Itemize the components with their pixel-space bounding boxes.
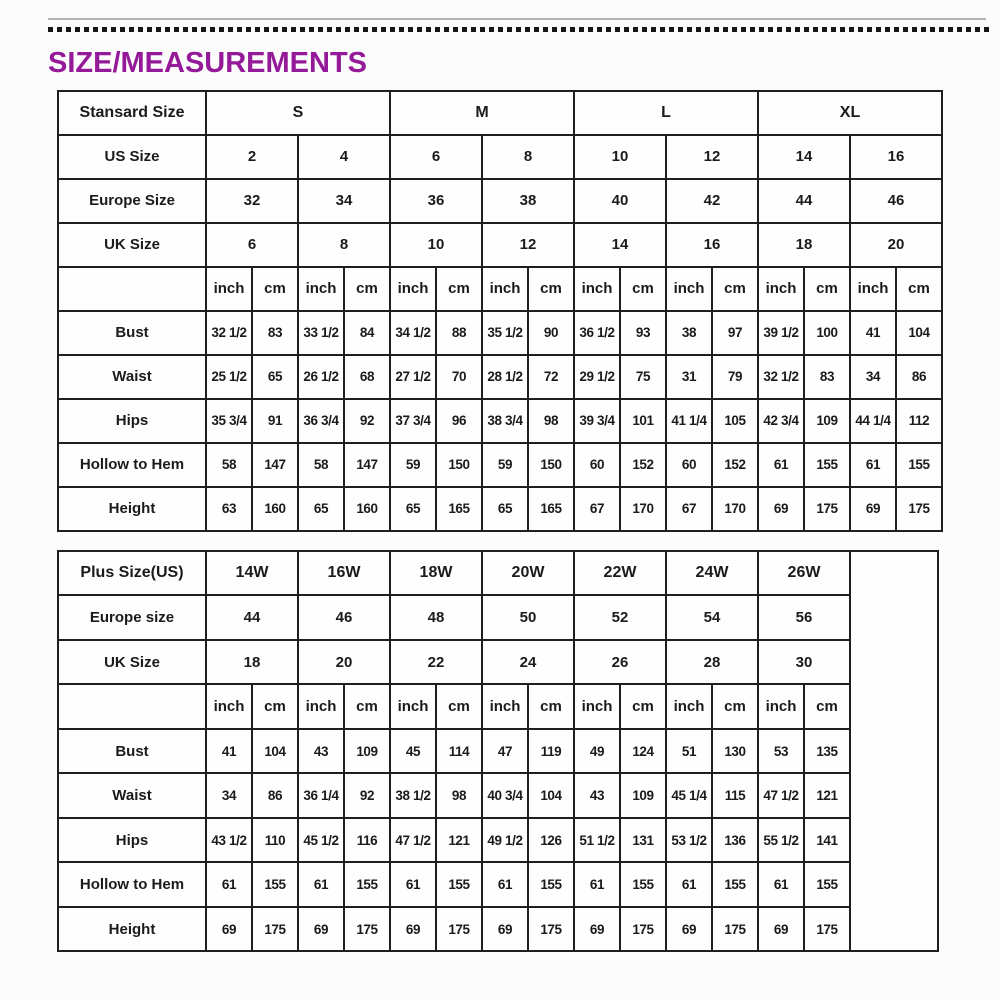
- measurement-value-cell: 31: [666, 355, 712, 399]
- size-group-cell: 24W: [666, 551, 758, 596]
- measurement-value-cell: 104: [252, 729, 298, 774]
- measurement-value-cell: 51: [666, 729, 712, 774]
- measurement-value-cell: 121: [804, 773, 850, 818]
- measurement-value-cell: 155: [528, 862, 574, 907]
- unit-cell: inch: [758, 267, 804, 311]
- measurement-value-cell: 92: [344, 773, 390, 818]
- measurement-value-cell: 83: [804, 355, 850, 399]
- measurement-value-cell: 61: [298, 862, 344, 907]
- measurement-value-cell: 55 1/2: [758, 818, 804, 863]
- measurement-value-cell: 61: [758, 862, 804, 907]
- table-header-row: [58, 91, 942, 135]
- size-value-cell: 8: [298, 223, 390, 267]
- size-value-cell: 50: [482, 595, 574, 640]
- measurement-value-cell: 109: [344, 729, 390, 774]
- size-group-cell: M: [390, 91, 574, 135]
- measurement-value-cell: 44 1/4: [850, 399, 896, 443]
- measurement-value-cell: 72: [528, 355, 574, 399]
- measurement-value-cell: 43: [574, 773, 620, 818]
- measurement-value-cell: 155: [804, 862, 850, 907]
- measurement-value-cell: 34 1/2: [390, 311, 436, 355]
- size-value-cell: 12: [482, 223, 574, 267]
- measurement-value-cell: 105: [712, 399, 758, 443]
- measurement-value-cell: 61: [390, 862, 436, 907]
- measurement-row: [58, 311, 942, 355]
- size-value-cell: 30: [758, 640, 850, 685]
- measurement-value-cell: 150: [436, 443, 482, 487]
- row-label-cell: Hips: [58, 818, 206, 863]
- size-group-cell: 14W: [206, 551, 298, 596]
- measurement-value-cell: 36 1/4: [298, 773, 344, 818]
- measurement-value-cell: 126: [528, 818, 574, 863]
- measurement-value-cell: 124: [620, 729, 666, 774]
- measurement-value-cell: 160: [344, 487, 390, 531]
- size-value-cell: 6: [390, 135, 482, 179]
- row-label-cell: Europe Size: [58, 179, 206, 223]
- unit-header-row: [58, 684, 938, 729]
- measurement-row: [58, 818, 938, 863]
- measurement-value-cell: 25 1/2: [206, 355, 252, 399]
- measurement-value-cell: 165: [436, 487, 482, 531]
- measurement-value-cell: 45 1/4: [666, 773, 712, 818]
- measurement-value-cell: 58: [206, 443, 252, 487]
- measurement-value-cell: 136: [712, 818, 758, 863]
- standard-size-table: [57, 90, 943, 532]
- measurement-value-cell: 155: [896, 443, 942, 487]
- size-value-cell: 16: [850, 135, 942, 179]
- measurement-value-cell: 49: [574, 729, 620, 774]
- measurement-value-cell: 59: [390, 443, 436, 487]
- measurement-value-cell: 65: [482, 487, 528, 531]
- unit-cell: cm: [528, 267, 574, 311]
- table-header-row: [58, 551, 938, 596]
- size-value-cell: 42: [666, 179, 758, 223]
- measurement-value-cell: 51 1/2: [574, 818, 620, 863]
- measurement-value-cell: 147: [252, 443, 298, 487]
- size-row: [58, 135, 942, 179]
- measurement-value-cell: 61: [850, 443, 896, 487]
- size-group-cell: XL: [758, 91, 942, 135]
- measurement-value-cell: 61: [206, 862, 252, 907]
- unit-cell: cm: [712, 267, 758, 311]
- measurement-value-cell: 69: [390, 907, 436, 952]
- measurement-value-cell: 60: [574, 443, 620, 487]
- measurement-value-cell: 41: [206, 729, 252, 774]
- measurement-value-cell: 69: [758, 487, 804, 531]
- row-label-cell: Europe size: [58, 595, 206, 640]
- measurement-value-cell: 59: [482, 443, 528, 487]
- measurement-value-cell: 175: [896, 487, 942, 531]
- unit-cell: cm: [344, 267, 390, 311]
- measurement-value-cell: 53: [758, 729, 804, 774]
- measurement-value-cell: 69: [666, 907, 712, 952]
- size-value-cell: 10: [390, 223, 482, 267]
- measurement-value-cell: 36 3/4: [298, 399, 344, 443]
- measurement-value-cell: 53 1/2: [666, 818, 712, 863]
- measurement-value-cell: 97: [712, 311, 758, 355]
- measurement-value-cell: 175: [252, 907, 298, 952]
- size-value-cell: 24: [482, 640, 574, 685]
- measurement-value-cell: 170: [620, 487, 666, 531]
- size-value-cell: 14: [758, 135, 850, 179]
- size-value-cell: 2: [206, 135, 298, 179]
- measurement-value-cell: 63: [206, 487, 252, 531]
- measurement-value-cell: 135: [804, 729, 850, 774]
- measurement-value-cell: 33 1/2: [298, 311, 344, 355]
- row-label-cell: Height: [58, 487, 206, 531]
- measurement-row: [58, 399, 942, 443]
- measurement-value-cell: 32 1/2: [206, 311, 252, 355]
- size-row: [58, 179, 942, 223]
- measurement-value-cell: 98: [528, 399, 574, 443]
- measurement-value-cell: 41 1/4: [666, 399, 712, 443]
- measurement-value-cell: 68: [344, 355, 390, 399]
- measurement-value-cell: 116: [344, 818, 390, 863]
- measurement-value-cell: 152: [712, 443, 758, 487]
- measurement-value-cell: 155: [344, 862, 390, 907]
- row-label-cell: UK Size: [58, 640, 206, 685]
- measurement-value-cell: 58: [298, 443, 344, 487]
- unit-cell: inch: [666, 684, 712, 729]
- measurement-row: [58, 862, 938, 907]
- measurement-value-cell: 175: [804, 907, 850, 952]
- unit-header-row: [58, 267, 942, 311]
- measurement-value-cell: 69: [482, 907, 528, 952]
- measurement-value-cell: 43: [298, 729, 344, 774]
- measurement-value-cell: 34: [850, 355, 896, 399]
- size-value-cell: 6: [206, 223, 298, 267]
- measurement-value-cell: 26 1/2: [298, 355, 344, 399]
- size-value-cell: 4: [298, 135, 390, 179]
- unit-cell: cm: [252, 267, 298, 311]
- unit-cell: cm: [436, 684, 482, 729]
- measurement-row: [58, 907, 938, 952]
- unit-cell: cm: [344, 684, 390, 729]
- unit-cell: cm: [804, 684, 850, 729]
- measurement-value-cell: 36 1/2: [574, 311, 620, 355]
- dotted-divider: [48, 27, 990, 32]
- measurement-value-cell: 79: [712, 355, 758, 399]
- measurement-value-cell: 65: [252, 355, 298, 399]
- size-value-cell: 26: [574, 640, 666, 685]
- measurement-value-cell: 91: [252, 399, 298, 443]
- measurement-value-cell: 119: [528, 729, 574, 774]
- measurement-value-cell: 155: [804, 443, 850, 487]
- size-row: [58, 223, 942, 267]
- size-value-cell: 38: [482, 179, 574, 223]
- unit-cell: cm: [528, 684, 574, 729]
- size-group-cell: L: [574, 91, 758, 135]
- unit-cell: inch: [482, 684, 528, 729]
- measurement-value-cell: 43 1/2: [206, 818, 252, 863]
- measurement-value-cell: 65: [390, 487, 436, 531]
- corner-label-cell: Stansard Size: [58, 91, 206, 135]
- unit-cell: inch: [666, 267, 712, 311]
- measurement-value-cell: 37 3/4: [390, 399, 436, 443]
- measurement-value-cell: 40 3/4: [482, 773, 528, 818]
- corner-label-cell: Plus Size(US): [58, 551, 206, 596]
- size-value-cell: 16: [666, 223, 758, 267]
- unit-cell: inch: [298, 684, 344, 729]
- measurement-value-cell: 28 1/2: [482, 355, 528, 399]
- measurement-value-cell: 86: [252, 773, 298, 818]
- size-group-cell: 26W: [758, 551, 850, 596]
- measurement-value-cell: 39 1/2: [758, 311, 804, 355]
- measurement-value-cell: 47: [482, 729, 528, 774]
- measurement-value-cell: 152: [620, 443, 666, 487]
- unit-cell: inch: [482, 267, 528, 311]
- size-value-cell: 44: [206, 595, 298, 640]
- size-value-cell: 20: [850, 223, 942, 267]
- size-value-cell: 8: [482, 135, 574, 179]
- measurement-value-cell: 69: [850, 487, 896, 531]
- measurement-value-cell: 175: [344, 907, 390, 952]
- measurement-value-cell: 42 3/4: [758, 399, 804, 443]
- measurement-value-cell: 47 1/2: [758, 773, 804, 818]
- measurement-value-cell: 38: [666, 311, 712, 355]
- size-value-cell: 32: [206, 179, 298, 223]
- measurement-value-cell: 131: [620, 818, 666, 863]
- measurement-value-cell: 70: [436, 355, 482, 399]
- measurement-value-cell: 75: [620, 355, 666, 399]
- size-value-cell: 34: [298, 179, 390, 223]
- measurement-value-cell: 96: [436, 399, 482, 443]
- unit-cell: inch: [298, 267, 344, 311]
- measurement-value-cell: 49 1/2: [482, 818, 528, 863]
- measurement-value-cell: 114: [436, 729, 482, 774]
- measurement-value-cell: 175: [436, 907, 482, 952]
- empty-column-cell: [850, 551, 938, 952]
- measurement-value-cell: 93: [620, 311, 666, 355]
- measurement-value-cell: 41: [850, 311, 896, 355]
- row-label-cell: US Size: [58, 135, 206, 179]
- size-value-cell: 46: [298, 595, 390, 640]
- measurement-value-cell: 67: [574, 487, 620, 531]
- measurement-value-cell: 61: [666, 862, 712, 907]
- measurement-value-cell: 45: [390, 729, 436, 774]
- unit-cell: inch: [850, 267, 896, 311]
- size-value-cell: 18: [206, 640, 298, 685]
- measurement-value-cell: 86: [896, 355, 942, 399]
- unit-cell: cm: [252, 684, 298, 729]
- unit-cell: inch: [574, 684, 620, 729]
- measurement-value-cell: 165: [528, 487, 574, 531]
- row-label-cell: Waist: [58, 773, 206, 818]
- measurement-value-cell: 100: [804, 311, 850, 355]
- size-value-cell: 46: [850, 179, 942, 223]
- measurement-value-cell: 88: [436, 311, 482, 355]
- measurement-row: [58, 773, 938, 818]
- size-value-cell: 20: [298, 640, 390, 685]
- measurement-value-cell: 39 3/4: [574, 399, 620, 443]
- row-label-cell: Waist: [58, 355, 206, 399]
- size-value-cell: 36: [390, 179, 482, 223]
- measurement-value-cell: 101: [620, 399, 666, 443]
- unit-cell: inch: [206, 267, 252, 311]
- size-value-cell: 10: [574, 135, 666, 179]
- measurement-value-cell: 175: [528, 907, 574, 952]
- size-row: [58, 640, 938, 685]
- unit-cell: inch: [390, 267, 436, 311]
- measurement-value-cell: 155: [620, 862, 666, 907]
- unit-cell: cm: [620, 267, 666, 311]
- measurement-value-cell: 69: [758, 907, 804, 952]
- measurement-value-cell: 147: [344, 443, 390, 487]
- row-label-cell: UK Size: [58, 223, 206, 267]
- measurement-value-cell: 67: [666, 487, 712, 531]
- measurement-value-cell: 38 3/4: [482, 399, 528, 443]
- size-group-cell: S: [206, 91, 390, 135]
- measurement-value-cell: 84: [344, 311, 390, 355]
- size-row: [58, 595, 938, 640]
- measurement-value-cell: 69: [574, 907, 620, 952]
- size-group-cell: 18W: [390, 551, 482, 596]
- unit-cell: inch: [390, 684, 436, 729]
- plus-size-table: [57, 550, 939, 953]
- measurement-value-cell: 104: [896, 311, 942, 355]
- size-value-cell: 48: [390, 595, 482, 640]
- measurement-value-cell: 38 1/2: [390, 773, 436, 818]
- measurement-value-cell: 61: [482, 862, 528, 907]
- measurement-value-cell: 121: [436, 818, 482, 863]
- unit-cell: inch: [206, 684, 252, 729]
- unit-cell: cm: [620, 684, 666, 729]
- unit-cell: cm: [896, 267, 942, 311]
- measurement-value-cell: 35 1/2: [482, 311, 528, 355]
- size-value-cell: 18: [758, 223, 850, 267]
- size-group-cell: 20W: [482, 551, 574, 596]
- measurement-value-cell: 109: [620, 773, 666, 818]
- measurement-value-cell: 34: [206, 773, 252, 818]
- size-value-cell: 40: [574, 179, 666, 223]
- measurement-value-cell: 47 1/2: [390, 818, 436, 863]
- size-value-cell: 22: [390, 640, 482, 685]
- size-value-cell: 12: [666, 135, 758, 179]
- measurement-value-cell: 175: [712, 907, 758, 952]
- measurement-value-cell: 32 1/2: [758, 355, 804, 399]
- measurement-value-cell: 170: [712, 487, 758, 531]
- unit-cell: cm: [436, 267, 482, 311]
- row-label-cell: Hollow to Hem: [58, 862, 206, 907]
- size-value-cell: 14: [574, 223, 666, 267]
- measurement-value-cell: 60: [666, 443, 712, 487]
- measurement-value-cell: 109: [804, 399, 850, 443]
- measurement-value-cell: 27 1/2: [390, 355, 436, 399]
- measurement-value-cell: 155: [712, 862, 758, 907]
- measurement-value-cell: 150: [528, 443, 574, 487]
- row-label-cell: Bust: [58, 311, 206, 355]
- measurement-value-cell: 92: [344, 399, 390, 443]
- unit-cell: cm: [712, 684, 758, 729]
- measurement-value-cell: 65: [298, 487, 344, 531]
- measurement-value-cell: 69: [206, 907, 252, 952]
- measurement-value-cell: 175: [804, 487, 850, 531]
- measurement-row: [58, 729, 938, 774]
- measurement-value-cell: 69: [298, 907, 344, 952]
- measurement-value-cell: 110: [252, 818, 298, 863]
- top-gray-divider: [48, 18, 986, 20]
- unit-cell: inch: [758, 684, 804, 729]
- measurement-value-cell: 130: [712, 729, 758, 774]
- row-label-cell: Hollow to Hem: [58, 443, 206, 487]
- measurement-value-cell: 83: [252, 311, 298, 355]
- measurement-value-cell: 141: [804, 818, 850, 863]
- page-title: SIZE/MEASUREMENTS: [48, 47, 368, 79]
- measurement-value-cell: 90: [528, 311, 574, 355]
- unit-cell: inch: [574, 267, 620, 311]
- blank-label-cell: [58, 267, 206, 311]
- row-label-cell: Hips: [58, 399, 206, 443]
- size-group-cell: 16W: [298, 551, 390, 596]
- size-value-cell: 54: [666, 595, 758, 640]
- measurement-value-cell: 175: [620, 907, 666, 952]
- size-group-cell: 22W: [574, 551, 666, 596]
- row-label-cell: Height: [58, 907, 206, 952]
- row-label-cell: Bust: [58, 729, 206, 774]
- measurement-value-cell: 155: [252, 862, 298, 907]
- measurement-value-cell: 35 3/4: [206, 399, 252, 443]
- measurement-value-cell: 155: [436, 862, 482, 907]
- measurement-value-cell: 61: [574, 862, 620, 907]
- size-value-cell: 56: [758, 595, 850, 640]
- measurement-value-cell: 29 1/2: [574, 355, 620, 399]
- unit-cell: cm: [804, 267, 850, 311]
- size-value-cell: 52: [574, 595, 666, 640]
- measurement-value-cell: 160: [252, 487, 298, 531]
- measurement-value-cell: 98: [436, 773, 482, 818]
- measurement-value-cell: 104: [528, 773, 574, 818]
- size-value-cell: 44: [758, 179, 850, 223]
- measurement-row: [58, 443, 942, 487]
- size-value-cell: 28: [666, 640, 758, 685]
- blank-label-cell: [58, 684, 206, 729]
- measurement-value-cell: 45 1/2: [298, 818, 344, 863]
- measurement-row: [58, 355, 942, 399]
- measurement-row: [58, 487, 942, 531]
- measurement-value-cell: 112: [896, 399, 942, 443]
- measurement-value-cell: 61: [758, 443, 804, 487]
- measurement-value-cell: 115: [712, 773, 758, 818]
